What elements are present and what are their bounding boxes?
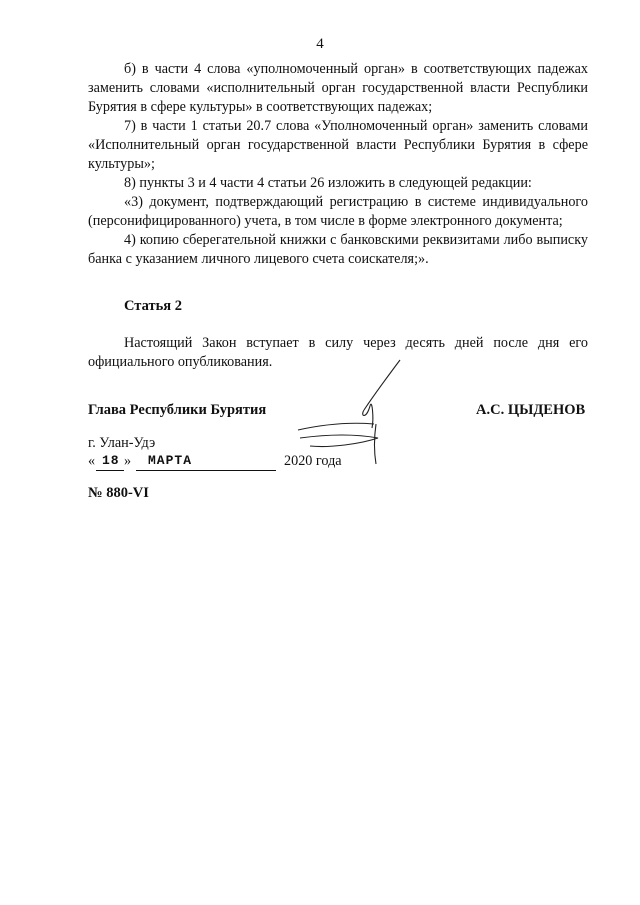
signing-city: г. Улан-Удэ	[88, 435, 156, 451]
date-quote-open: «	[88, 453, 96, 469]
date-year: 2020 года	[284, 453, 342, 469]
article-heading: Статья 2	[124, 298, 182, 314]
article-paragraph: Настоящий Закон вступает в силу через десять дней после дня его официального опубликования.	[88, 335, 588, 370]
date-quote-close: »	[124, 453, 132, 469]
paragraph-7: 7) в части 1 статьи 20.7 слова «Уполномоченный орган» заменить словами «Исполнительный орган государственной власти Республики Бурятия в сфере культуры»;	[88, 118, 588, 172]
signing-date	[88, 453, 388, 475]
paragraph-8-item-3: «3) документ, подтверждающий регистрацию в системе индивидуального (персонифицированного) учета, в том числе в форме электронного документа;	[88, 194, 588, 229]
handwritten-signature-icon	[290, 358, 420, 468]
date-day-underline	[96, 470, 124, 471]
paragraph-6: б) в части 4 слова «уполномоченный орган» в соответствующих падежах заменить словами «исполнительный орган государственной власти Республики Бурятия в сфере культуры» в соответствующих падежах;	[88, 61, 588, 115]
law-number: № 880-VI	[88, 485, 149, 501]
amendment-text	[88, 60, 588, 269]
paragraph-8-item-4: 4) копию сберегательной книжки с банковскими реквизитами либо выписку банка с указанием личного лицевого счета соискателя;».	[88, 232, 588, 267]
paragraph-8: 8) пункты 3 и 4 части 4 статьи 26 изложить в следующей редакции:	[124, 175, 532, 191]
date-month-underline	[136, 470, 276, 471]
date-day: 18	[102, 453, 120, 468]
signer-title: Глава Республики Бурятия	[88, 402, 267, 418]
date-month: МАРТА	[148, 453, 193, 468]
signer-name: А.С. ЦЫДЕНОВ	[476, 402, 586, 418]
page-number: 4	[316, 36, 324, 52]
